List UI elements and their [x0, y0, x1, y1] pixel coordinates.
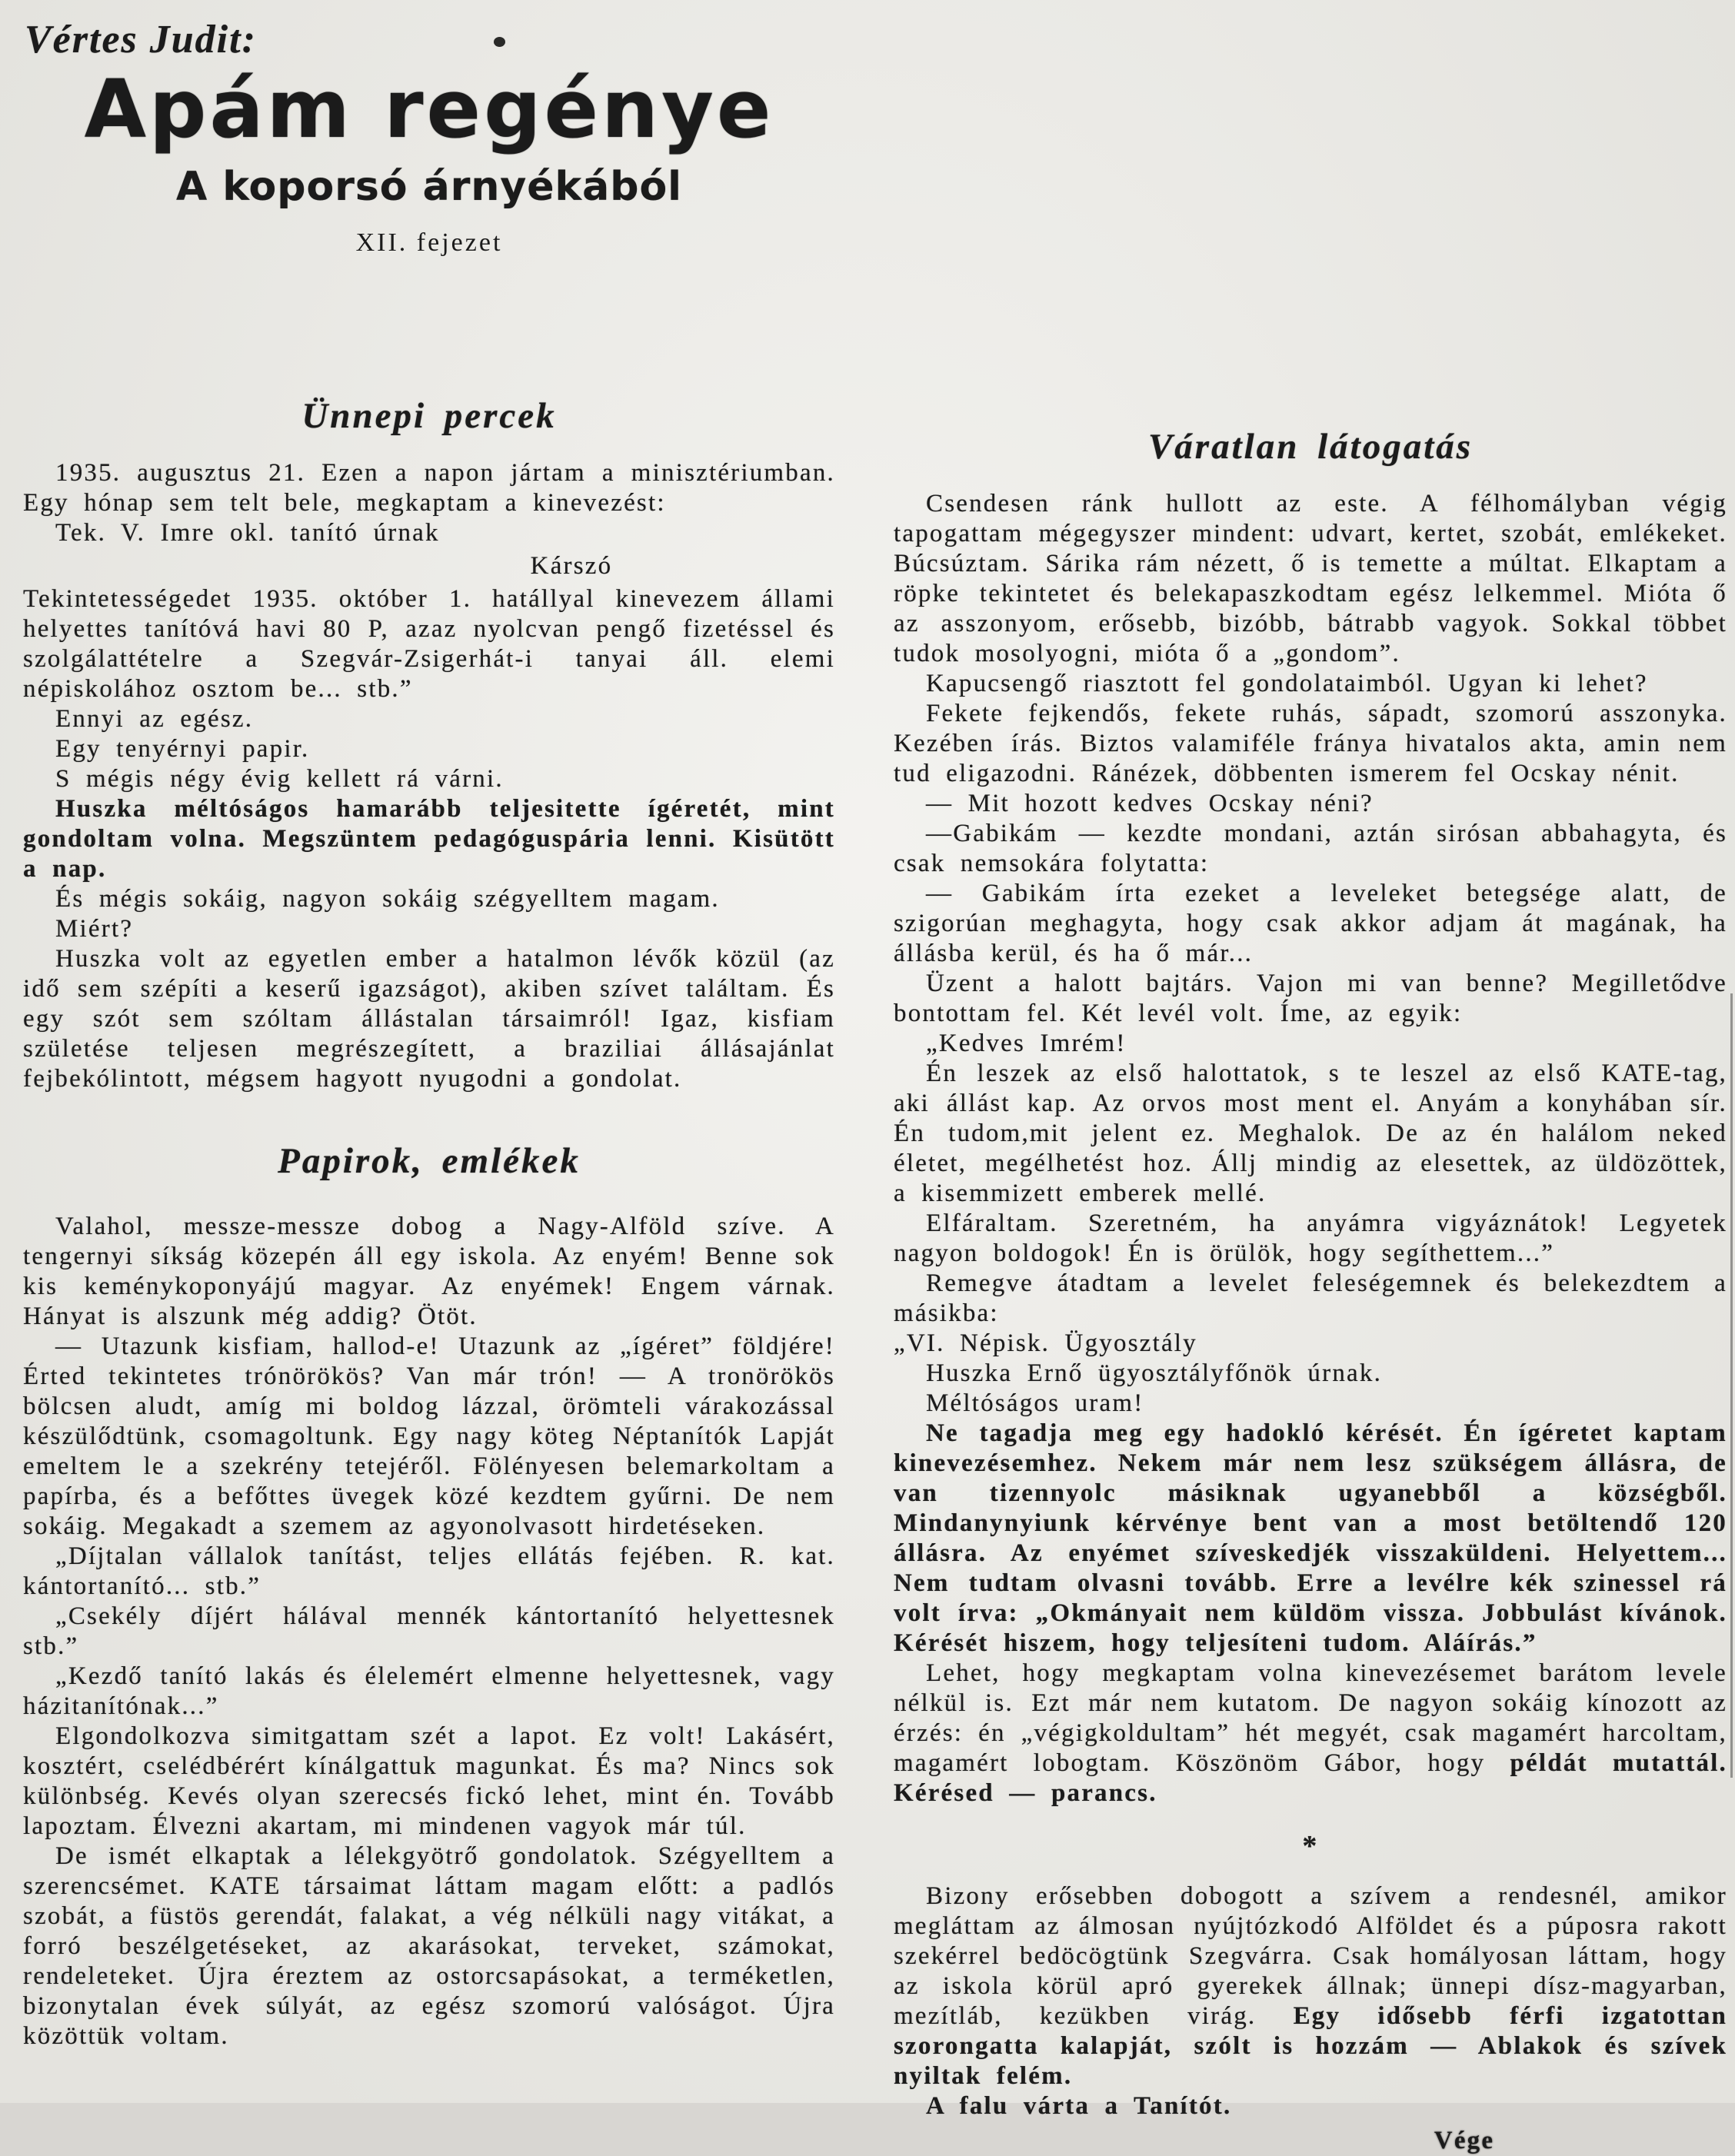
left-column	[23, 397, 835, 2051]
paragraph: Ne tagadja meg egy hadokló kérését. Én ígéretet kaptam kinevezésemhez. Nekem már nem lesz szükségem állásra, de van tizennyolc másiknak ugyanebből a községből. Mindanynyiunk kérvénye bent van a most betöltendő 120 állásra. Az enyémet szíveskedjék visszaküldeni. Helyettem... Nem tudtam olvasni tovább. Erre a levélre kék szinessel rá volt írva: „Okmányait nem küldöm vissza. Jobbulást kívánok. Kérését hiszem, hogy teljesíteni tudom. Aláírás.”	[894, 1419, 1727, 1657]
paragraph: És mégis sokáig, nagyon sokáig szégyelltem magam.	[55, 884, 720, 913]
section-heading-unnepi-percek: Ünnepi percek	[301, 396, 557, 436]
article-title: Apám regénye	[84, 62, 774, 156]
paragraph-text: Lehet, hogy megkaptam volna kinevezésemet barátom levele nélkül is. Ezt már nem kutatom. De nagyon sokáig kínozott az érzés: én „végigkoldultam” hét megyét, csak magamért harcoltam, magamért lobogtam. Köszönöm Gábor, hogy	[894, 1659, 1727, 1777]
paragraph: Csendesen ránk hullott az este. A félhomályban végig tapogattam mégegyszer mindent: udvart, kertet, szobát, emlékeket. Búcsúztam. Sárika rám nézett, ő is temette a múltat. Elkaptam a röpke tekintetet és belekapaszkodtam egész lelkemmel. Mióta ő az asszonyom, erősebb, bizóbb, bátrabb vagyok. Sokkal többet tudok mosolyogni, mióta ő a „gondom”.	[894, 489, 1727, 667]
paragraph: Valahol, messze-messze dobog a Nagy-Alföld szíve. A tengernyi síkság közepén áll egy iskola. Az enyém! Benne sok kis keménykoponyájú magyar. Az enyémek! Engem várnak. Hányat is alszunk még addig? Ötöt.	[23, 1213, 835, 1331]
paragraph: Fekete fejkendős, fekete ruhás, sápadt, szomorú asszonyka. Kezében írás. Biztos valamiféle fránya hivatalos akta, amin nem tud eligazodni. Ránézek, döbbenten ismerem fel Ocskay nénit.	[894, 699, 1727, 787]
paragraph: A falu várta a Tanítót.	[926, 2091, 1232, 2120]
paragraph: —Gabikám — kezdte mondani, aztán sirósan abbahagyta, és csak nemsokára folytatta:	[894, 819, 1727, 877]
paragraph: „Kedves Imrém!	[926, 1029, 1127, 1057]
paragraph: Elfáraltam. Szeretném, ha anyámra vigyáznátok! Legyetek nagyon boldogok! Én is örülök, hogy segíthettem...”	[894, 1209, 1727, 1267]
author-line: Vértes Judit:	[25, 18, 257, 62]
article-subtitle: A koporsó árnyékából	[176, 164, 682, 211]
paragraph: Tek. V. Imre okl. tanító úrnak	[55, 518, 440, 547]
scan-edge-line	[1730, 993, 1733, 1778]
paragraph-bold-tail: Egy idősebb férfi izgatottan szorongatta kalapját, szólt is hozzám — Ablakok és szívek nyiltak felém.	[894, 2001, 1727, 2090]
paragraph: „Kezdő tanító lakás és élelemért elmenne helyettesnek, vagy házitanítónak...”	[23, 1662, 835, 1721]
chapter-label: XII. fejezet	[355, 228, 503, 258]
paragraph: Méltóságos uram!	[926, 1389, 1144, 1417]
signature-line: Kárszó	[530, 551, 613, 580]
paragraph-bold-tail: példát mutattál. Kérésed — parancs.	[894, 1748, 1727, 1807]
paragraph-text: Bizony erősebben dobogott a szívem a rendesnél, amikor megláttam az álmosan nyújtózkodó Alföldet és a púposra rakott szekérrel bedöcögtünk Szegvárra. Csak homályosan láttam, hogy az iskola körül apró gyerekek állnak; ünnepi dísz-magyarban, mezítláb, kezükben virág.	[894, 1882, 1727, 2030]
asterisk-separator: *	[1302, 1829, 1319, 1862]
paragraph: 1935. augusztus 21. Ezen a napon jártam a minisztériumban. Egy hónap sem telt bele, megkaptam a kinevezést:	[23, 458, 835, 517]
paragraph: Üzent a halott bajtárs. Vajon mi van benne? Megilletődve bontottam fel. Két levél volt. Íme, az egyik:	[894, 969, 1727, 1027]
paragraph: Elgondolkozva simitgattam szét a lapot. Ez volt! Lakásért, kosztért, cselédbérért kínálgattuk magunkat. És ma? Nincs sok különbség. Kevés olyan szerecsés fickó lehet, mint én. Tovább lapoztam. Élvezni akartam, mi mindenen vagyok már túl.	[23, 1722, 835, 1841]
paragraph	[894, 1882, 1727, 2091]
section-heading-papirok-emlekek: Papirok, emlékek	[278, 1140, 581, 1181]
paragraph: — Gabikám írta ezeket a leveleket betegsége alatt, de szigorúan meghagyta, hogy csak akkor adjam át magának, ha állásba kerül, és ha ő már...	[894, 879, 1727, 967]
paragraph: Remegve átadtam a levelet feleségemnek és belekezdtem a másikba:	[894, 1269, 1727, 1327]
paragraph: Ennyi az egész.	[55, 704, 254, 733]
paragraph: Tekintetességedet 1935. október 1. hatállyal kinevezem állami helyettes tanítóvá havi 80 P, azaz nyolcvan pengő fizetéssel és szolgálattételre a Szegvár-Zsigerhát-i tanyai áll. elemi népiskolához osztom be... stb.”	[23, 584, 835, 703]
paragraph: Huszka volt az egyetlen ember a hatalmon lévők közül (az idő sem szépíti a keserű igazságot), akiben szívet találtam. És egy szót sem szóltam állástalan társaimról! Igaz, kisfiam születése teljesen megrészegített, a braziliai állásajánlat fejbekólintott, mégsem hagyott nyugodni a gondolat.	[23, 944, 835, 1093]
paragraph: „Díjtalan vállalok tanítást, teljes ellátás fejében. R. kat. kántortanító... stb.”	[23, 1542, 835, 1601]
paragraph: Egy tenyérnyi papir.	[55, 734, 310, 763]
paragraph: Miért?	[55, 914, 134, 943]
paragraph: „Csekély díjért hálával mennék kántortanító helyettesnek stb.”	[23, 1602, 835, 1661]
paragraph: Kapucsengő riasztott fel gondolataimból. Ugyan ki lehet?	[926, 669, 1648, 697]
paragraph: Én leszek az első halottatok, s te leszel az első KATE-tag, aki állást kap. Az orvos most ment el. Anyám a konyhában sír. Én tudom,mit jelent ez. Meghalok. De az én halálom neked életet, megélhetést hoz. Állj mindig az elesettek, az üldözöttek, a kisemmizett emberek mellé.	[894, 1059, 1727, 1207]
article-header	[23, 62, 835, 258]
paragraph: — Mit hozott kedves Ocskay néni?	[926, 789, 1374, 817]
right-column	[894, 428, 1727, 2156]
paragraph: — Utazunk kisfiam, hallod-e! Utazunk az „ígéret” földjére! Érted tekintetes trónörökös? Van már trón! — A tronörökös bölcsen aludt, amíg mi boldog lázzal, örömteli várakozással készülődtünk, csomagoltunk. Egy nagy köteg Néptanítók Lapját emeltem le a szekrény tetejéről. Fölényesen belemarkoltam a papírba, és a befőttes üvegek közé kezdtem gyűrni. De nem sokáig. Megakadt a szemem az agyonolvasott hirdetéseken.	[23, 1333, 835, 1541]
paragraph: S mégis négy évig kellett rá várni.	[55, 764, 504, 793]
section-heading-varatlan-latogatas: Váratlan látogatás	[1147, 427, 1474, 467]
paragraph	[894, 1659, 1727, 1808]
paragraph: Huszka méltóságos hamarább teljesitette ígéretét, mint gondoltam volna. Megszüntem pedagóguspária lenni. Kisütött a nap.	[23, 794, 835, 883]
end-mark: Vége	[1434, 2126, 1495, 2154]
ink-spot-decoration	[494, 37, 505, 47]
paragraph: „VI. Népisk. Ügyosztály	[894, 1329, 1197, 1357]
paragraph: Huszka Ernő ügyosztályfőnök úrnak.	[926, 1359, 1383, 1387]
paragraph: De ismét elkaptak a lélekgyötrő gondolatok. Szégyelltem a szerencsémet. KATE társaimat láttam magam előtt: a padlós szobát, a füstös gerendát, falakat, a vég nélküli nagy vitákat, a forró beszélgetéseket, az akarásokat, terveket, számokat, rendeleteket. Újra éreztem az ostorcsapásokat, a terméketlen, bizonytalan évek súlyát, az egész szomorú valóságot. Újra közöttük voltam.	[23, 1842, 835, 2051]
